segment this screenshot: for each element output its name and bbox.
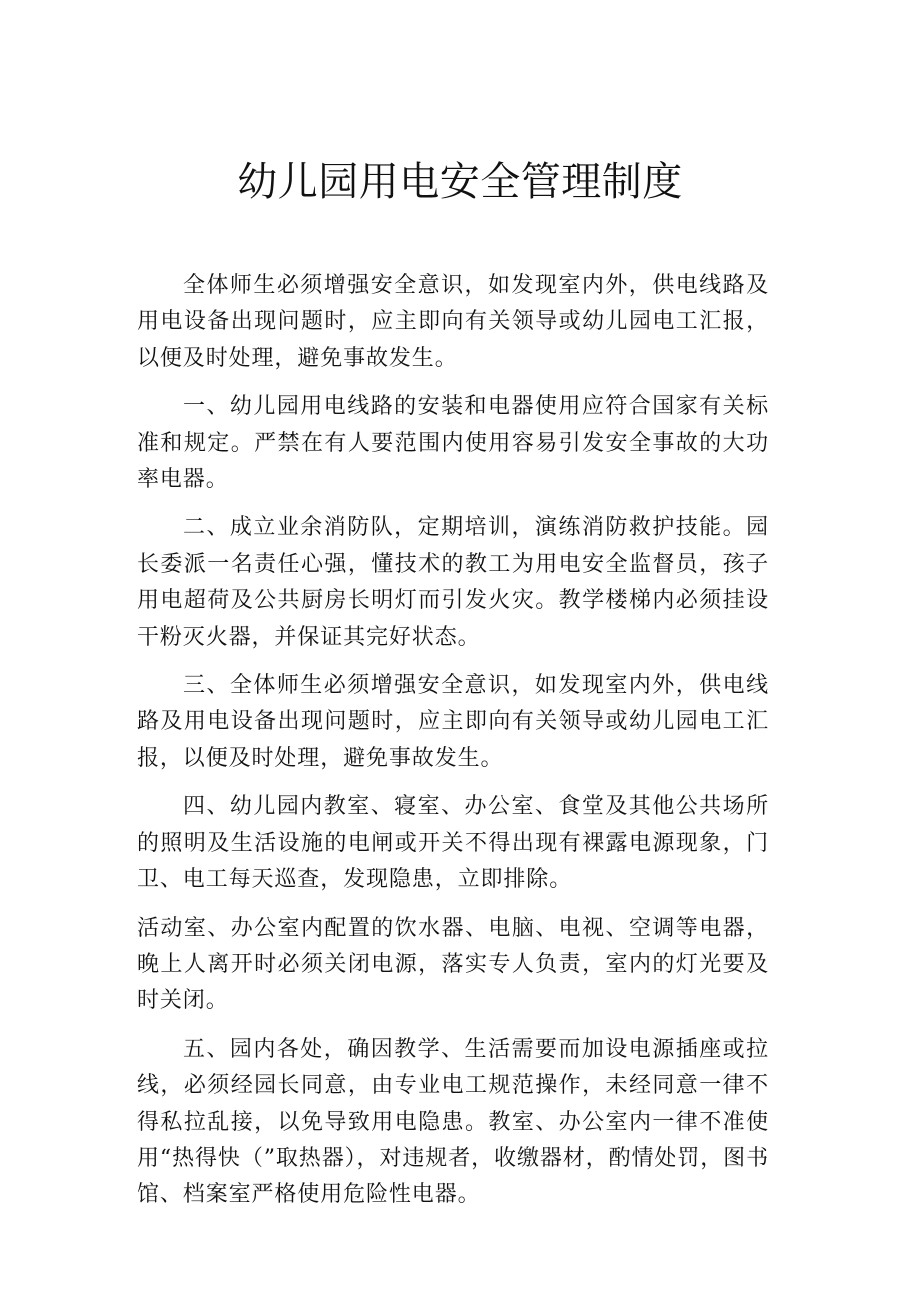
paragraph-rule-1: 一、幼儿园用电线路的安装和电器使用应符合国家有关标准和规定。严禁在有人要范围内使用容易引发安全事故的大功率电器。 — [137, 394, 769, 493]
document-body — [137, 268, 769, 1226]
paragraph-rule-5: 五、园内各处，确因教学、生活需要而加设电源插座或拉线，必须经园长同意，由专业电工规范操作，未经同意一律不得私拉乱接，以免导致用电隐患。教室、办公室内一律不准使用“热得快（”取热器），对违规者，收缴器材，酌情处罚，图书馆、档案室严格使用危险性电器。 — [137, 1036, 769, 1208]
paragraph-intro: 全体师生必须增强安全意识，如发现室内外，供电线路及用电设备出现问题时，应主即向有关领导或幼儿园电工汇报，以便及时处理，避免事故发生。 — [137, 273, 769, 371]
paragraph-rule-4-continued: 活动室、办公室内配置的饮水器、电脑、电视、空调等电器，晚上人离开时必须关闭电源，落实专人负责，室内的灯光要及时关闭。 — [137, 915, 769, 1014]
document-title: 幼儿园用电安全管理制度 — [237, 159, 683, 205]
paragraph-rule-4: 四、幼儿园内教室、寝室、办公室、食堂及其他公共场所的照明及生活设施的电闸或开关不得出现有裸露电源现象，门卫、电工每天巡查，发现隐患，立即排除。 — [137, 794, 769, 893]
paragraph-rule-3: 三、全体师生必须增强安全意识，如发现室内外，供电线路及用电设备出现问题时，应主即向有关领导或幼儿园电工汇报，以便及时处理，避免事故发生。 — [137, 673, 769, 771]
paragraph-rule-2: 二、成立业余消防队，定期培训，演练消防救护技能。园长委派一名责任心强，懂技术的教工为用电安全监督员，孩子用电超荷及公共厨房长明灯而引发火灾。教学楼梯内必须挂设干粉灭火器，并保证其完好状态。 — [137, 515, 769, 650]
